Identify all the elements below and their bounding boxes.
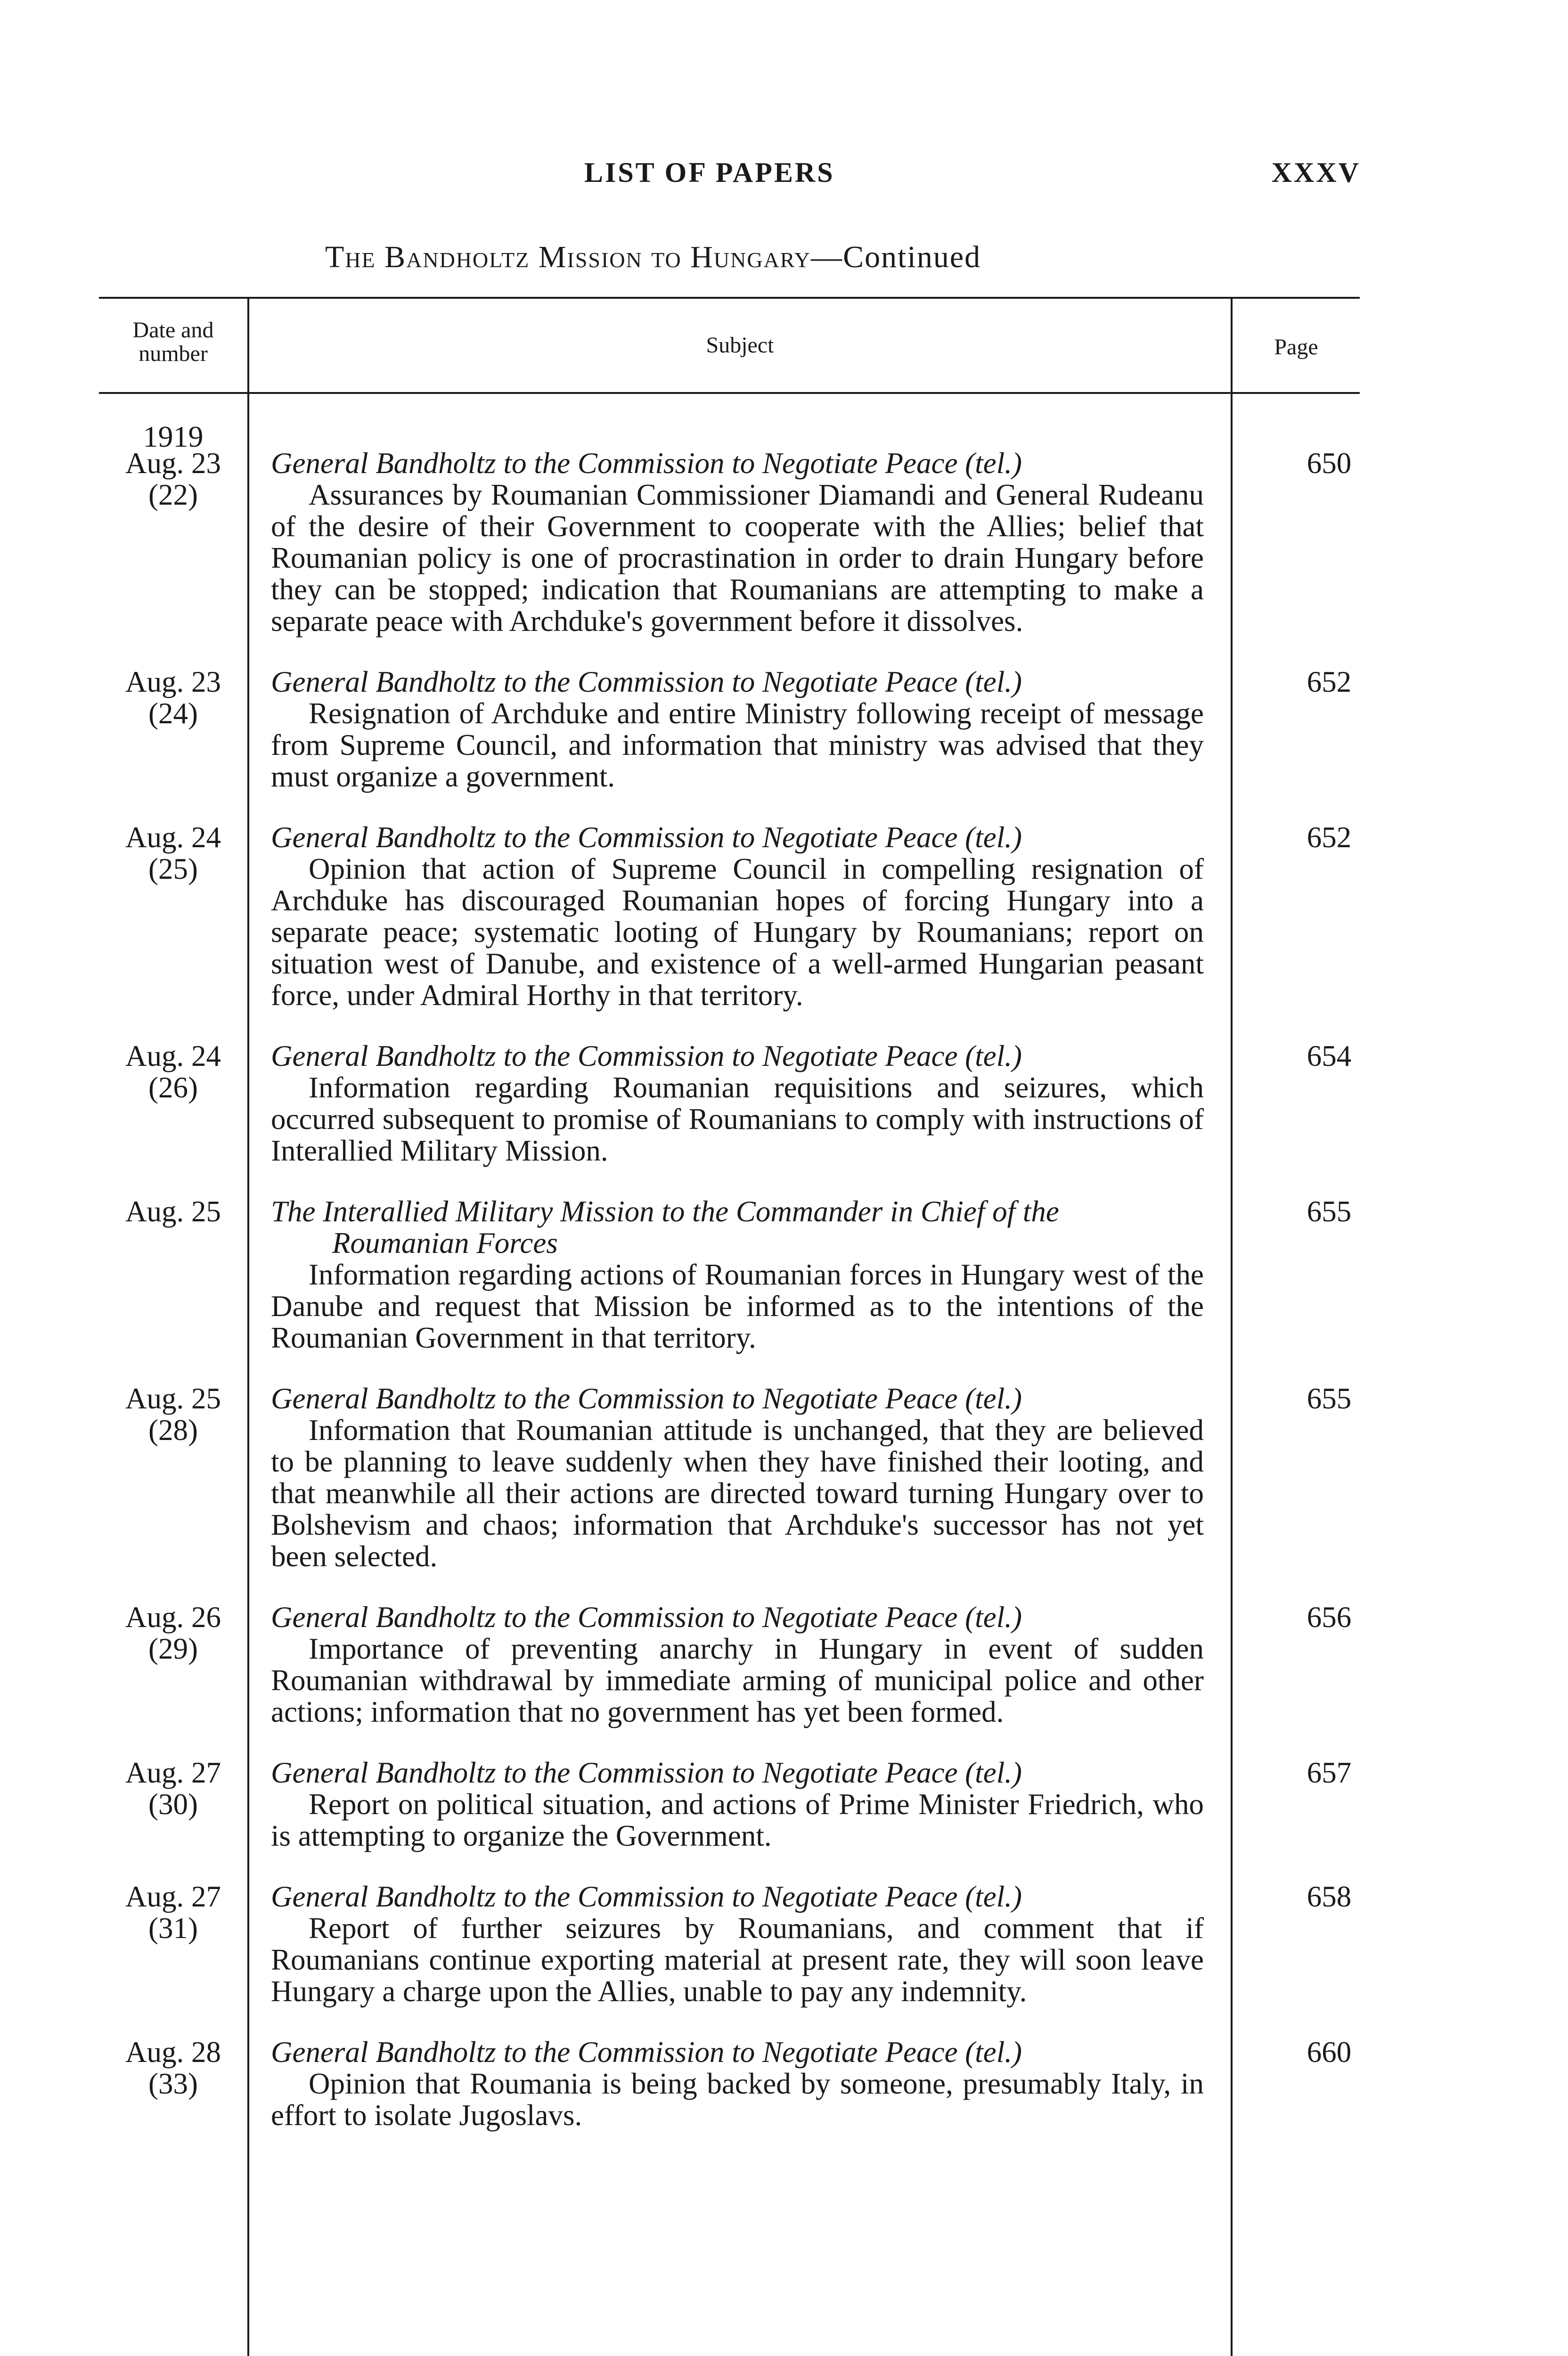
paper-entry [99, 666, 1360, 793]
entry-page: 654 [1307, 1039, 1352, 1072]
entry-page: 652 [1307, 821, 1352, 854]
entry-summary: Information regarding actions of Roumanian forces in Hungary west of the Danube and request that Mission be informed as to the intentions of the Roumanian Government in that territory. [271, 1258, 1204, 1354]
entry-subject [247, 1040, 1227, 1167]
entry-summary: Report on political situation, and actions of Prime Minister Friedrich, who is attempting to organize the Government. [271, 1788, 1204, 1852]
entry-number: (25) [148, 852, 198, 885]
entry-date: Aug. 27 [125, 1880, 221, 1913]
paper-entry [99, 1881, 1360, 2007]
entry-subject [247, 448, 1227, 637]
entry-date: Aug. 27 [125, 1756, 221, 1789]
entry-number: (28) [148, 1414, 198, 1447]
paper-entry [99, 1602, 1360, 1728]
entry-date-cell [99, 1196, 247, 1354]
paper-entry [99, 2037, 1360, 2131]
entry-number: (22) [148, 478, 198, 511]
column-header-page: Page [1274, 335, 1318, 360]
table-top-rule [99, 297, 1360, 299]
entry-subject [247, 1196, 1227, 1354]
entry-date-cell [99, 666, 247, 793]
entry-date: Aug. 28 [125, 2036, 221, 2069]
entry-date-cell [99, 448, 247, 637]
entry-date-cell [99, 822, 247, 1011]
paper-entry [99, 1383, 1360, 1572]
entry-number: (24) [148, 697, 198, 730]
entry-summary: Assurances by Roumanian Commissioner Diamandi and General Rudeanu of the desire of their Government to cooperate with the Allies; belief that Roumanian policy is one of procrastination in order to drain Hungary before they can be stopped; indication that Roumanians are attempting to make a separate peace with Archduke's government before it dissolves. [271, 478, 1204, 638]
entry-subject [247, 1757, 1227, 1852]
entry-date-cell [99, 1602, 247, 1728]
entry-subject [247, 1602, 1227, 1728]
entry-date: Aug. 23 [125, 665, 221, 698]
entry-summary: Information that Roumanian attitude is unchanged, that they are believed to be planning to leave suddenly when they have finished their looting, and that meanwhile all their actions are directed toward turning Hungary over to Bolshevism and chaos; information that Archduke's successor has not yet been selected. [271, 1414, 1204, 1573]
paper-entry [99, 822, 1360, 1011]
entry-summary: Opinion that action of Supreme Council in compelling resignation of Archduke has discouraged Roumanian hopes of forcing Hungary into a separate peace; systematic looting of Hungary by Roumanians; report on situation west of Danube, and existence of a well-armed Hungarian peasant force, under Admiral Horthy in that territory. [271, 852, 1204, 1012]
entry-number: (31) [148, 1912, 198, 1945]
entry-addressee: General Bandholtz to the Commission to Negotiate Peace (tel.) [271, 2036, 1022, 2069]
section-title-suffix: —Continued [811, 240, 981, 274]
entry-date-cell [99, 1881, 247, 2007]
page-number: XXXV [1271, 157, 1361, 188]
entry-addressee: General Bandholtz to the Commission to Negotiate Peace (tel.) [271, 821, 1022, 854]
entry-number: (29) [148, 1632, 198, 1665]
entry-page: 658 [1307, 1880, 1352, 1913]
entry-subject [247, 666, 1227, 793]
paper-entry [99, 1040, 1360, 1167]
entry-date: Aug. 24 [125, 821, 221, 854]
entry-summary: Information regarding Roumanian requisitions and seizures, which occurred subsequent to promise of Roumanians to comply with instructions of Interallied Military Mission. [271, 1071, 1204, 1167]
entry-page: 652 [1307, 665, 1352, 698]
entry-addressee: General Bandholtz to the Commission to Negotiate Peace (tel.) [271, 1756, 1022, 1789]
entry-page: 656 [1307, 1601, 1352, 1634]
entry-page: 660 [1307, 2036, 1352, 2069]
entry-subject [247, 1881, 1227, 2007]
entry-date: Aug. 25 [125, 1195, 221, 1228]
entry-addressee: General Bandholtz to the Commission to Negotiate Peace (tel.) [271, 1880, 1022, 1913]
entry-addressee: General Bandholtz to the Commission to Negotiate Peace (tel.) [271, 1039, 1022, 1072]
entry-date: Aug. 23 [125, 447, 221, 480]
entry-addressee: The Interallied Military Mission to the Commander in Chief of the [271, 1195, 1059, 1228]
entry-page: 655 [1307, 1195, 1352, 1228]
paper-entry [99, 1757, 1360, 1852]
entry-date-cell [99, 1383, 247, 1572]
entry-page: 650 [1307, 447, 1352, 480]
entry-addressee: General Bandholtz to the Commission to Negotiate Peace (tel.) [271, 1382, 1022, 1415]
entry-date-cell [99, 1757, 247, 1852]
entry-date: Aug. 24 [125, 1039, 221, 1072]
entry-date: Aug. 26 [125, 1601, 221, 1634]
column-header-date [99, 319, 247, 366]
entry-addressee: General Bandholtz to the Commission to Negotiate Peace (tel.) [271, 665, 1022, 698]
section-title [325, 239, 981, 275]
entry-number: (33) [148, 2067, 198, 2100]
entry-addressee: General Bandholtz to the Commission to Negotiate Peace (tel.) [271, 1601, 1022, 1634]
entry-date-cell [99, 2037, 247, 2131]
year-label: 1919 [143, 420, 204, 453]
table-header-rule [99, 392, 1360, 394]
column-header-date-line2: number [139, 341, 208, 367]
column-header-subject: Subject [706, 333, 774, 358]
entry-summary: Opinion that Roumania is being backed by someone, presumably Italy, in effort to isolate Jugoslavs. [271, 2067, 1204, 2132]
entry-page: 657 [1307, 1756, 1352, 1789]
entry-date-cell [99, 1040, 247, 1167]
entry-number: (26) [148, 1071, 198, 1104]
paper-list [99, 448, 1360, 2160]
section-title-main: The Bandholtz Mission to Hungary [325, 240, 811, 274]
entry-summary: Report of further seizures by Roumanians, and comment that if Roumanians continue exporting material at present rate, they will soon leave Hungary a charge upon the Allies, unable to pay any indemnity. [271, 1912, 1204, 2008]
entry-date: Aug. 25 [125, 1382, 221, 1415]
entry-subject [247, 1383, 1227, 1572]
entry-subject [247, 822, 1227, 1011]
entry-addressee-continued: Roumanian Forces [332, 1227, 558, 1260]
entry-summary: Resignation of Archduke and entire Ministry following receipt of message from Supreme Council, and information that ministry was advised that they must organize a government. [271, 697, 1204, 793]
entry-summary: Importance of preventing anarchy in Hungary in event of sudden Roumanian withdrawal by immediate arming of municipal police and other actions; information that no government has yet been formed. [271, 1632, 1204, 1728]
paper-entry [99, 1196, 1360, 1354]
column-header-date-line1: Date and [132, 318, 214, 343]
paper-entry [99, 448, 1360, 637]
entry-number: (30) [148, 1788, 198, 1821]
entry-subject [247, 2037, 1227, 2131]
running-title: LIST OF PAPERS [584, 157, 835, 188]
entry-addressee: General Bandholtz to the Commission to Negotiate Peace (tel.) [271, 447, 1022, 480]
entry-page: 655 [1307, 1382, 1352, 1415]
